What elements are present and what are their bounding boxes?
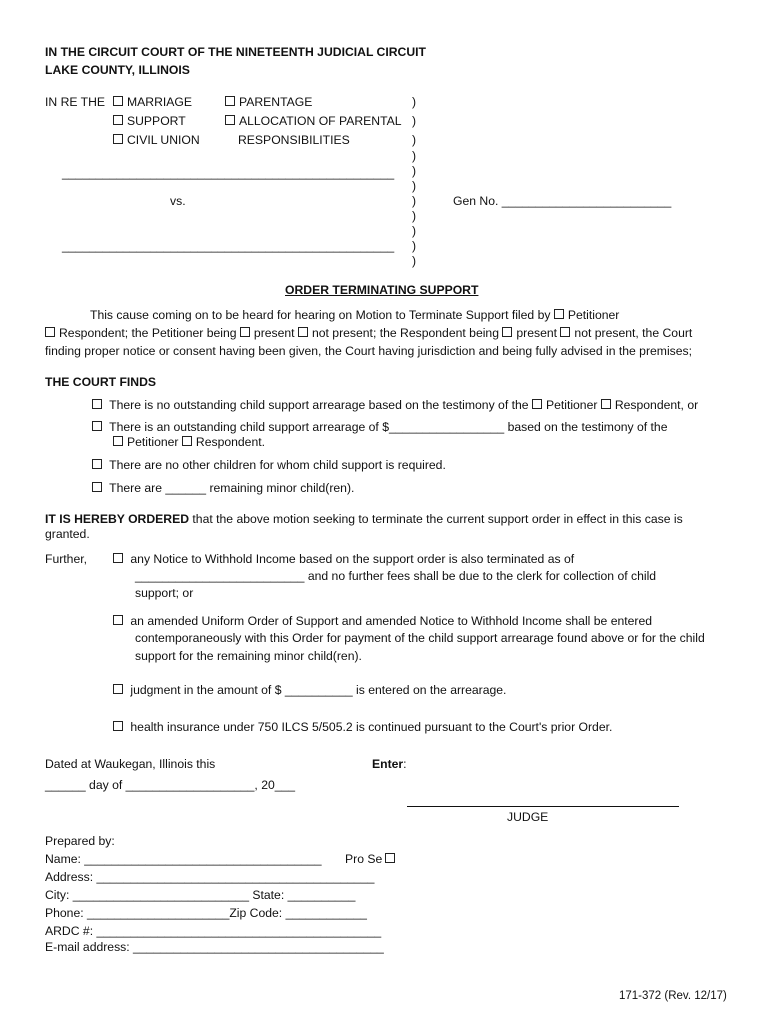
option-amended-order-cont: contemporaneously with this Order for payment of the child support arrearage found above or for the child	[135, 631, 705, 645]
gen-no-field[interactable]: Gen No. _________________________	[453, 194, 672, 208]
checkbox-icon[interactable]	[92, 399, 102, 409]
checkbox-icon[interactable]	[113, 684, 123, 694]
checkbox-icon[interactable]	[113, 721, 123, 731]
address-field[interactable]: Address: _________________________________________	[45, 870, 375, 884]
checkbox-icon[interactable]	[554, 309, 564, 319]
ardc-field[interactable]: ARDC #: __________________________________________	[45, 924, 382, 938]
checkbox-icon[interactable]	[182, 436, 192, 446]
checkbox-icon[interactable]	[113, 615, 123, 625]
checkbox-icon[interactable]	[560, 327, 570, 337]
further-label: Further,	[45, 552, 87, 566]
option-withhold-date: _________________________ and no further fees shall be due to the clerk for collection of child	[135, 569, 657, 583]
checkbox-icon[interactable]	[92, 459, 102, 469]
checkbox-icon[interactable]	[225, 115, 235, 125]
prepared-by-heading: Prepared by:	[45, 834, 115, 848]
checkbox-icon[interactable]	[113, 436, 123, 446]
intro-line-3: finding proper notice or consent having been given, the Court having jurisdiction and being fully advised in the premises;	[45, 344, 693, 358]
checkbox-icon[interactable]	[502, 327, 512, 337]
phone-zip-field[interactable]: Phone: _____________________Zip Code: ____________	[45, 906, 367, 920]
email-field[interactable]: E-mail address: _____________________________________	[45, 940, 384, 954]
caption-paren: )	[412, 179, 417, 193]
checkbox-icon[interactable]	[92, 482, 102, 492]
checkbox-icon[interactable]	[601, 399, 611, 409]
finding-remaining-children: There are ______ remaining minor child(ren).	[92, 481, 354, 496]
intro-line-2: Respondent; the Petitioner being present not present; the Respondent being present not present, the Court	[45, 326, 692, 341]
allocation-option[interactable]: ALLOCATION OF PARENTAL	[225, 114, 402, 129]
caption-paren: )	[412, 114, 417, 128]
checkbox-icon[interactable]	[298, 327, 308, 337]
respondent-name-field[interactable]: _________________________________________________	[62, 239, 395, 253]
enter-label: Enter:	[372, 757, 407, 771]
responsibilities-label: RESPONSIBILITIES	[238, 133, 350, 147]
checkbox-icon[interactable]	[92, 421, 102, 431]
parentage-option[interactable]: PARENTAGE	[225, 95, 312, 110]
name-field[interactable]: Name: ___________________________________	[45, 852, 322, 866]
caption-paren: )	[412, 239, 417, 253]
option-withhold-end: support; or	[135, 586, 194, 600]
caption-paren: )	[412, 224, 417, 238]
order-statement: IT IS HEREBY ORDERED that the above motion seeking to terminate the current support order in effect in this case is	[45, 512, 683, 526]
date-field[interactable]: ______ day of ___________________, 20___	[45, 778, 296, 792]
finding-arrearage: There is an outstanding child support arrearage of $_________________ based on the testimony of the	[92, 420, 668, 435]
order-statement-cont: granted.	[45, 527, 90, 541]
finding-arrearage-party: Petitioner Respondent.	[113, 435, 265, 450]
checkbox-icon[interactable]	[240, 327, 250, 337]
judge-label: JUDGE	[507, 810, 549, 824]
findings-heading: THE COURT FINDS	[45, 375, 157, 389]
petitioner-name-field[interactable]: _________________________________________________	[62, 166, 395, 180]
caption-paren: )	[412, 164, 417, 178]
caption-paren: )	[412, 254, 417, 268]
checkbox-icon[interactable]	[532, 399, 542, 409]
caption-paren: )	[412, 194, 417, 208]
checkbox-icon[interactable]	[113, 134, 123, 144]
judge-signature-line[interactable]	[407, 806, 679, 807]
caption-paren: )	[412, 133, 417, 147]
county-name: LAKE COUNTY, ILLINOIS	[45, 63, 190, 77]
support-option[interactable]: SUPPORT	[113, 114, 186, 129]
court-name: IN THE CIRCUIT COURT OF THE NINETEENTH JUDICIAL CIRCUIT	[45, 45, 426, 59]
checkbox-icon[interactable]	[385, 853, 395, 863]
order-title: ORDER TERMINATING SUPPORT	[285, 283, 479, 297]
finding-no-children: There are no other children for whom child support is required.	[92, 458, 446, 473]
checkbox-icon[interactable]	[113, 96, 123, 106]
pro-se-option[interactable]: Pro Se	[345, 852, 399, 867]
versus-label: vs.	[170, 194, 186, 208]
checkbox-icon[interactable]	[225, 96, 235, 106]
city-state-field[interactable]: City: __________________________ State: __________	[45, 888, 356, 902]
in-re-label: IN RE THE	[45, 95, 106, 109]
caption-paren: )	[412, 95, 417, 109]
intro-line-1: This cause coming on to be heard for hearing on Motion to Terminate Support filed by Petitioner	[90, 308, 620, 322]
option-amended-order-end: support for the remaining minor child(ren).	[135, 649, 362, 663]
dated-label: Dated at Waukegan, Illinois this	[45, 757, 216, 771]
option-health-insurance: health insurance under 750 ILCS 5/505.2 is continued pursuant to the Court's prior Order.	[113, 720, 612, 735]
marriage-option[interactable]: MARRIAGE	[113, 95, 192, 110]
checkbox-icon[interactable]	[113, 115, 123, 125]
caption-paren: )	[412, 209, 417, 223]
checkbox-icon[interactable]	[113, 553, 123, 563]
checkbox-icon[interactable]	[45, 327, 55, 337]
caption-paren: )	[412, 149, 417, 163]
option-withhold-terminated: any Notice to Withhold Income based on the support order is also terminated as of	[113, 552, 574, 567]
option-judgment: judgment in the amount of $ __________ is entered on the arrearage.	[113, 683, 506, 698]
form-number: 171-372 (Rev. 12/17)	[619, 990, 727, 1002]
civil-union-option[interactable]: CIVIL UNION	[113, 133, 200, 148]
finding-no-arrearage: There is no outstanding child support arrearage based on the testimony of the Petitioner Respondent, or	[92, 398, 698, 413]
option-amended-order: an amended Uniform Order of Support and amended Notice to Withhold Income shall be entered	[113, 614, 652, 629]
